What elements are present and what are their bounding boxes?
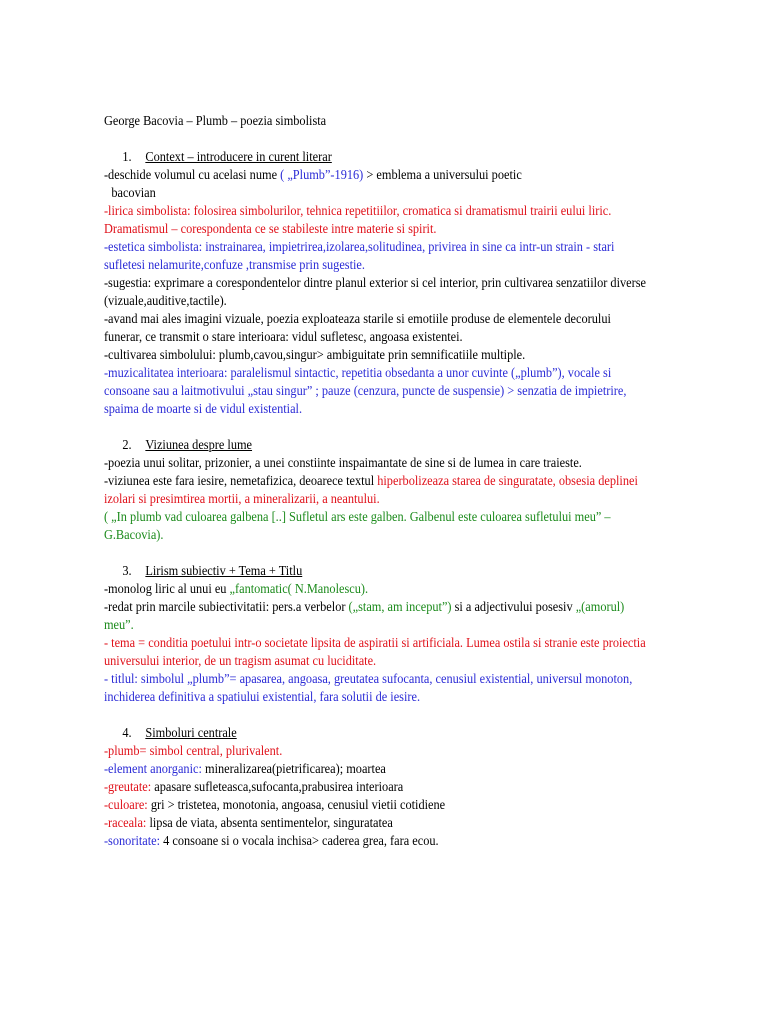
list-item bbox=[104, 814, 647, 832]
paragraph: - titlul: simbolul „plumb”= apasarea, angoasa, greutatea sufocanta, cenusiul existential, universul monoton, inchiderea definitiva a spatiului existential, fara solutii de iesire. bbox=[103, 671, 633, 704]
paragraph bbox=[104, 472, 647, 508]
paragraph: - tema = conditia poetului intr-o societate lipsita de aspiratii si artificiala. Lumea ostila si straniе este proiectia universului interior, de un tragism asumat cu luciditate. bbox=[103, 635, 646, 668]
paragraph: -lirica simbolista: folosirea simbolurilor, tehnica repetitiilor, cromatica si dramatismul trairii eului liric. Dramatismul – corespondenta ce se stabileste intre materie si spirit. bbox=[103, 203, 612, 236]
text-span: -deschide volumul cu acelasi nume bbox=[103, 167, 281, 182]
list-item bbox=[104, 778, 647, 796]
text-span: ( „Plumb”-1916) bbox=[280, 167, 364, 182]
paragraph: -sugestia: exprimare a corespondentelor dintre planul exterior si cel interior, prin cultivarea senzatiilor diverse (vizuale,auditive,tactile). bbox=[103, 275, 646, 308]
paragraph: -muzicalitatea interioara: paralelismul sintactic, repetitia obsedanta a unor cuvinte („plumb”), vocale si consoane sau a laitmotivului „stau singur” ; pauze (cenzura, puncte de suspensie) > senzatia de impietrire, spaima de moarte si de vidul existential. bbox=[103, 365, 627, 416]
section-number: 3. bbox=[122, 563, 132, 578]
text-span: -element anorganic: bbox=[103, 761, 205, 776]
text-span: „(amorul) meu”. bbox=[103, 599, 625, 632]
text-span: -monolog liric al unui eu bbox=[103, 581, 230, 596]
spacer bbox=[104, 544, 647, 562]
text-span: si a adjectivului posesiv bbox=[451, 599, 576, 614]
section-title: Lirism subiectiv + Tema + Titlu bbox=[145, 563, 303, 578]
section-title: Simboluri centrale bbox=[145, 725, 237, 740]
list-item: -plumb= simbol central, plurivalent. bbox=[103, 743, 283, 758]
paragraph bbox=[104, 580, 647, 598]
section-heading-2 bbox=[104, 436, 647, 454]
paragraph: bacovian bbox=[111, 185, 156, 200]
text-span: mineralizarea(pietrificarea); moartea bbox=[204, 761, 386, 776]
text-span: > emblema a universului poetic bbox=[363, 167, 522, 182]
paragraph: ( „In plumb vad culoarea galbena [..] Sufletul ars este galben. Galbenul este culoarea sufletului meu” – G.Bacovia). bbox=[103, 509, 611, 542]
list-item bbox=[104, 832, 647, 850]
section-number: 1. bbox=[122, 149, 132, 164]
paragraph bbox=[104, 598, 647, 634]
list-item bbox=[104, 796, 647, 814]
text-span: -viziunea este fara iesire, nemetafizica, deoarece textul bbox=[103, 473, 378, 488]
text-span: -raceala: bbox=[103, 815, 150, 830]
paragraph: -avand mai ales imagini vizuale, poezia exploateaza starile si emotiile produse de elementele decorului funerar, ce transmit o stare interioara: vidul sufletesc, angoasa existentei. bbox=[103, 311, 611, 344]
text-span: -greutate: bbox=[103, 779, 155, 794]
section-title: Viziunea despre lume bbox=[145, 437, 253, 452]
spacer bbox=[104, 418, 647, 436]
paragraph: -estetica simbolista: instrainarea, impietrirea,izolarea,solitudinea, privirea in sine ca intr-un strain - stari sufletesi nelamurite,confuze ,transmise prin sugestie. bbox=[103, 239, 615, 272]
section-number: 2. bbox=[122, 437, 132, 452]
text-span: lipsa de viata, absenta sentimentelor, singuratatea bbox=[149, 815, 393, 830]
text-span: -redat prin marcile subiectivitatii: pers.a verbelor bbox=[103, 599, 349, 614]
paragraph: -cultivarea simbolului: plumb,cavou,singur> ambiguitate prin semnificatiile multiple. bbox=[103, 347, 526, 362]
text-span: „fantomatic( N.Manolescu). bbox=[229, 581, 369, 596]
section-title: Context – introducere in curent literar bbox=[145, 149, 332, 164]
paragraph bbox=[104, 166, 647, 184]
section-heading-1 bbox=[104, 148, 647, 166]
list-item bbox=[104, 760, 647, 778]
section-number: 4. bbox=[122, 725, 132, 740]
text-span: hiperbolizeaza starea de singuratate, obsesia deplinei izolari si presimtirea mortii, a mineralizarii, a neantului. bbox=[103, 473, 638, 506]
text-span: 4 consoane si o vocala inchisa> caderea grea, fara ecou. bbox=[163, 833, 439, 848]
section-heading-4 bbox=[104, 724, 647, 742]
spacer bbox=[104, 706, 647, 724]
text-span: -sonoritate: bbox=[103, 833, 164, 848]
text-span: gri > tristetea, monotonia, angoasa, cenusiul vietii cotidiene bbox=[150, 797, 446, 812]
text-span: apasare sufleteasca,sufocanta,prabusirea interioara bbox=[154, 779, 404, 794]
section-heading-3 bbox=[104, 562, 647, 580]
paragraph: -poezia unui solitar, prizonier, a unei constiinte inspaimantate de sine si de lumea in care traieste. bbox=[103, 455, 582, 470]
text-span: („stam, am inceput”) bbox=[348, 599, 452, 614]
text-span: -culoare: bbox=[103, 797, 151, 812]
document-title: George Bacovia – Plumb – poezia simbolista bbox=[103, 113, 327, 128]
document-body bbox=[104, 112, 647, 850]
